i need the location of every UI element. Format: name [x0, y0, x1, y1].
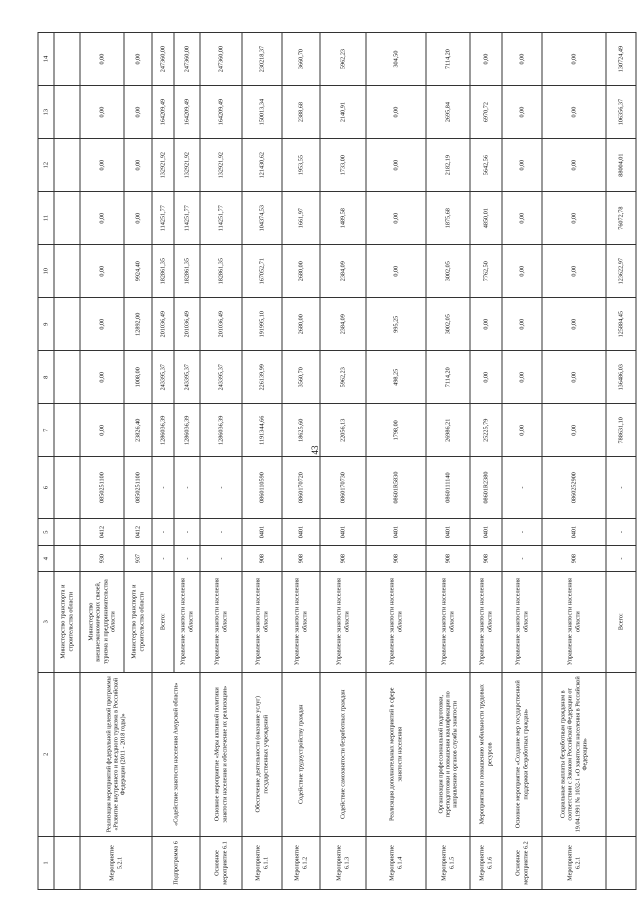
- cell-name: Основное мероприятие «Создание мер государственной поддержки безработных граждан»: [502, 672, 542, 836]
- cell-value: 0,00: [470, 298, 502, 351]
- cell-value: 150013,34: [242, 86, 282, 139]
- cell-value: 3002,05: [426, 245, 470, 298]
- table-row: [282, 33, 320, 890]
- cell-number: Мероприятие 6.1.4: [366, 836, 426, 889]
- column-header: 10: [38, 245, 54, 298]
- cell-name: Содействие трудоустройству граждан: [282, 672, 320, 836]
- cell-value: 104374,53: [242, 192, 282, 245]
- cell-value: [54, 245, 80, 298]
- cell-csr: 0850251100: [124, 457, 152, 519]
- cell-value: 123622,97: [606, 245, 636, 298]
- cell-value: 1733,00: [320, 139, 366, 192]
- cell-name: Реализация дополнительных мероприятий в сфере занятости населения: [366, 672, 426, 836]
- cell-grbs: 908: [366, 546, 426, 571]
- cell-executor: Министерство внешнеэкономических связей, туризма и предпринимательства области: [80, 571, 124, 672]
- cell-value: 0,00: [80, 192, 124, 245]
- cell-value: [54, 86, 80, 139]
- column-header: 4: [38, 546, 54, 571]
- cell-total: 23826,40: [124, 404, 152, 457]
- cell-value: 3560,70: [282, 351, 320, 404]
- cell-value: 247360,00: [152, 33, 174, 86]
- cell-value: 0,00: [502, 86, 542, 139]
- cell-rzpr: -: [606, 518, 636, 546]
- cell-rzpr: 0401: [320, 518, 366, 546]
- cell-value: 243395,37: [174, 351, 200, 404]
- cell-total: 1286036,39: [152, 404, 174, 457]
- cell-rzpr: 0401: [366, 518, 426, 546]
- cell-name: Мероприятия по повышению мобильности трудовых ресурсов: [470, 672, 502, 836]
- cell-executor: Управление занятости населения области: [470, 571, 502, 672]
- cell-value: 3660,70: [282, 33, 320, 86]
- cell-name: Социальные выплаты безработным гражданам в соответствии с Законом Российской Федерации от 19.04.1991 № 1032-1 «О занятости населения в Российской Федерации»: [542, 672, 606, 836]
- cell-executor: Всего:: [606, 571, 636, 672]
- cell-value: 201036,49: [152, 298, 174, 351]
- cell-number: Мероприятие 6.1.3: [320, 836, 366, 889]
- cell-value: 1953,55: [282, 139, 320, 192]
- cell-total: [54, 404, 80, 457]
- cell-value: 7114,20: [426, 351, 470, 404]
- cell-value: 0,00: [80, 351, 124, 404]
- cell-value: 2388,68: [282, 86, 320, 139]
- cell-value: 0,00: [124, 33, 152, 86]
- cell-value: 182861,35: [152, 245, 174, 298]
- cell-csr: 0860170720: [282, 457, 320, 519]
- cell-rzpr: 0401: [426, 518, 470, 546]
- cell-total: 0,00: [80, 404, 124, 457]
- cell-value: 0,00: [542, 351, 606, 404]
- table-row: [426, 33, 470, 890]
- cell-value: 0,00: [502, 245, 542, 298]
- cell-value: 0,00: [80, 33, 124, 86]
- cell-value: 1489,58: [320, 192, 366, 245]
- cell-csr: -: [200, 457, 242, 519]
- cell-value: 164209,49: [152, 86, 174, 139]
- column-header: 2: [38, 672, 54, 836]
- cell-value: 1661,97: [282, 192, 320, 245]
- cell-value: 1875,68: [426, 192, 470, 245]
- cell-csr: 0860111140: [426, 457, 470, 519]
- cell-value: 0,00: [80, 298, 124, 351]
- cell-value: 182861,35: [174, 245, 200, 298]
- cell-value: 3002,05: [426, 298, 470, 351]
- cell-csr: -: [606, 457, 636, 519]
- cell-value: 2695,84: [426, 86, 470, 139]
- cell-total: 0,00: [542, 404, 606, 457]
- cell-value: 125884,45: [606, 298, 636, 351]
- cell-value: 0,00: [124, 86, 152, 139]
- cell-grbs: [54, 546, 80, 571]
- cell-total: 1286036,39: [174, 404, 200, 457]
- cell-executor: Министерство транспорта и строительства области: [124, 571, 152, 672]
- cell-executor: Министерство транспорта и строительства области: [54, 571, 80, 672]
- table-row: [242, 33, 282, 890]
- cell-grbs: -: [152, 546, 174, 571]
- cell-value: 121430,62: [242, 139, 282, 192]
- cell-csr: 08601R5830: [366, 457, 426, 519]
- header-row: [38, 33, 54, 890]
- cell-executor: Управление занятости населения области: [242, 571, 282, 672]
- column-header: 11: [38, 192, 54, 245]
- cell-number: Подпрограмма 6: [152, 836, 200, 889]
- table-row: [502, 33, 542, 890]
- column-header: 6: [38, 457, 54, 519]
- cell-value: 164209,49: [200, 86, 242, 139]
- cell-value: 12892,00: [124, 298, 152, 351]
- cell-value: 226139,99: [242, 351, 282, 404]
- cell-value: 114251,77: [200, 192, 242, 245]
- cell-csr: -: [502, 457, 542, 519]
- cell-grbs: 908: [470, 546, 502, 571]
- cell-value: 0,00: [80, 245, 124, 298]
- column-header: 7: [38, 404, 54, 457]
- cell-name: Содействие самозанятости безработных граждан: [320, 672, 366, 836]
- cell-name: Обеспечение деятельности (оказание услуг) государственных учреждений: [242, 672, 282, 836]
- cell-value: 7114,20: [426, 33, 470, 86]
- cell-value: 0,00: [502, 298, 542, 351]
- cell-executor: Управление занятости населения области: [542, 571, 606, 672]
- cell-value: 0,00: [366, 86, 426, 139]
- cell-grbs: -: [174, 546, 200, 571]
- cell-executor: Управление занятости населения области: [174, 571, 200, 672]
- cell-value: 167052,71: [242, 245, 282, 298]
- cell-number: [54, 836, 80, 889]
- column-header: 5: [38, 518, 54, 546]
- cell-total: 25225,79: [470, 404, 502, 457]
- cell-value: 0,00: [542, 33, 606, 86]
- cell-rzpr: 0401: [282, 518, 320, 546]
- cell-value: 201036,49: [174, 298, 200, 351]
- cell-value: 2384,09: [320, 245, 366, 298]
- cell-value: [54, 298, 80, 351]
- cell-number: Мероприятие 6.1.6: [470, 836, 502, 889]
- cell-executor: Управление занятости населения области: [200, 571, 242, 672]
- cell-grbs: -: [502, 546, 542, 571]
- cell-total: 22056,13: [320, 404, 366, 457]
- cell-value: [54, 192, 80, 245]
- cell-executor: Всего:: [152, 571, 174, 672]
- cell-value: 0,00: [502, 33, 542, 86]
- table-row: [470, 33, 502, 890]
- cell-rzpr: -: [200, 518, 242, 546]
- cell-number: Мероприятие 5.2.1: [80, 836, 152, 889]
- cell-value: 7762,50: [470, 245, 502, 298]
- cell-value: 0,00: [366, 192, 426, 245]
- cell-rzpr: -: [152, 518, 174, 546]
- cell-value: 201036,49: [200, 298, 242, 351]
- cell-value: 304,50: [366, 33, 426, 86]
- budget-table: [38, 32, 637, 890]
- cell-csr: -: [174, 457, 200, 519]
- cell-value: 0,00: [502, 139, 542, 192]
- cell-value: 230218,37: [242, 33, 282, 86]
- cell-csr: [54, 457, 80, 519]
- cell-total: 1798,00: [366, 404, 426, 457]
- cell-value: 191995,10: [242, 298, 282, 351]
- cell-grbs: -: [200, 546, 242, 571]
- cell-value: 2680,00: [282, 245, 320, 298]
- cell-value: 132921,92: [174, 139, 200, 192]
- cell-value: 6970,72: [470, 86, 502, 139]
- cell-value: 5962,23: [320, 33, 366, 86]
- column-header: 1: [38, 836, 54, 889]
- cell-name: [606, 672, 636, 836]
- cell-name: Реализация мероприятий федеральной целевой программы «Развитие внутреннего и въездного туризма в Российской Федерации (2011 - 2018 годы)»: [80, 672, 152, 836]
- cell-value: 5642,56: [470, 139, 502, 192]
- cell-executor: Управление занятости населения области: [320, 571, 366, 672]
- cell-name: Организация профессиональной подготовки, переподготовки и повышения квалификации по направлению органов службы занятости: [426, 672, 470, 836]
- cell-rzpr: -: [174, 518, 200, 546]
- cell-value: 2680,00: [282, 298, 320, 351]
- cell-rzpr: [54, 518, 80, 546]
- table-row: [152, 33, 174, 890]
- cell-executor: Управление занятости населения области: [366, 571, 426, 672]
- cell-rzpr: -: [502, 518, 542, 546]
- cell-value: 0,00: [80, 86, 124, 139]
- cell-value: 0,00: [470, 33, 502, 86]
- cell-value: [54, 351, 80, 404]
- cell-total: 18625,60: [282, 404, 320, 457]
- cell-total: 1286036,39: [200, 404, 242, 457]
- cell-value: [54, 33, 80, 86]
- cell-csr: 0860170730: [320, 457, 366, 519]
- column-header: 13: [38, 86, 54, 139]
- cell-number: Основное мероприятие 6.1: [200, 836, 242, 889]
- cell-value: 247360,00: [174, 33, 200, 86]
- cell-grbs: 908: [426, 546, 470, 571]
- cell-value: 136486,03: [606, 351, 636, 404]
- cell-csr: 0860110590: [242, 457, 282, 519]
- column-header: 8: [38, 351, 54, 404]
- cell-value: 243395,37: [200, 351, 242, 404]
- cell-value: 0,00: [80, 139, 124, 192]
- cell-value: 243395,37: [152, 351, 174, 404]
- table-row: [366, 33, 426, 890]
- cell-value: 182861,35: [200, 245, 242, 298]
- cell-value: 132921,92: [152, 139, 174, 192]
- cell-value: 0,00: [542, 298, 606, 351]
- cell-value: 0,00: [542, 245, 606, 298]
- cell-value: 132921,92: [200, 139, 242, 192]
- cell-csr: 0850251100: [80, 457, 124, 519]
- cell-value: 9924,40: [124, 245, 152, 298]
- table-row: [54, 33, 80, 890]
- cell-executor: Управление занятости населения области: [282, 571, 320, 672]
- cell-value: 2182,19: [426, 139, 470, 192]
- cell-name: «Содействие занятости населения Амурской области»: [152, 672, 200, 836]
- cell-value: 114251,77: [174, 192, 200, 245]
- cell-value: 0,00: [124, 139, 152, 192]
- budget-table-container: [38, 32, 625, 890]
- cell-grbs: 937: [124, 546, 152, 571]
- cell-grbs: 908: [242, 546, 282, 571]
- cell-rzpr: 0401: [242, 518, 282, 546]
- cell-value: 5962,23: [320, 351, 366, 404]
- cell-number: Мероприятие 6.1.1: [242, 836, 282, 889]
- column-header: 3: [38, 571, 54, 672]
- cell-number: Мероприятие 6.1.2: [282, 836, 320, 889]
- cell-number: Мероприятие 6.1.5: [426, 836, 470, 889]
- cell-csr: 0860252900: [542, 457, 606, 519]
- cell-grbs: 930: [80, 546, 124, 571]
- cell-value: 0,00: [366, 139, 426, 192]
- page-number: 43: [310, 445, 320, 455]
- column-header: 14: [38, 33, 54, 86]
- cell-value: 247360,00: [200, 33, 242, 86]
- cell-csr: 08601R2380: [470, 457, 502, 519]
- cell-number: Основное мероприятие 6.2: [502, 836, 542, 889]
- cell-value: 0,00: [366, 245, 426, 298]
- cell-value: 498,25: [366, 351, 426, 404]
- table-row: [320, 33, 366, 890]
- cell-value: 1008,00: [124, 351, 152, 404]
- cell-value: 4850,01: [470, 192, 502, 245]
- cell-csr: -: [152, 457, 174, 519]
- cell-value: 0,00: [542, 192, 606, 245]
- cell-value: 88004,01: [606, 139, 636, 192]
- cell-value: 2140,91: [320, 86, 366, 139]
- cell-value: 0,00: [542, 86, 606, 139]
- cell-value: 106356,37: [606, 86, 636, 139]
- column-header: 9: [38, 298, 54, 351]
- cell-value: 2384,09: [320, 298, 366, 351]
- cell-rzpr: 0401: [542, 518, 606, 546]
- cell-total: 788631,10: [606, 404, 636, 457]
- cell-grbs: 908: [542, 546, 606, 571]
- table-row: [200, 33, 242, 890]
- cell-value: 0,00: [470, 351, 502, 404]
- cell-name: Основное мероприятие «Меры активной политики занятости населения и обеспечение их реализации»: [200, 672, 242, 836]
- cell-total: 26986,21: [426, 404, 470, 457]
- cell-value: 114251,77: [152, 192, 174, 245]
- table-row: [606, 33, 636, 890]
- cell-value: 0,00: [502, 192, 542, 245]
- cell-total: 0,00: [502, 404, 542, 457]
- cell-total: 1191344,66: [242, 404, 282, 457]
- table-row: [80, 33, 124, 890]
- cell-executor: Управление занятости населения области: [502, 571, 542, 672]
- cell-rzpr: 0401: [470, 518, 502, 546]
- cell-value: 164209,49: [174, 86, 200, 139]
- cell-number: [606, 836, 636, 889]
- cell-grbs: -: [606, 546, 636, 571]
- cell-grbs: 908: [320, 546, 366, 571]
- cell-number: Мероприятие 6.2.1: [542, 836, 606, 889]
- cell-rzpr: 0412: [80, 518, 124, 546]
- cell-grbs: 908: [282, 546, 320, 571]
- cell-value: 76072,78: [606, 192, 636, 245]
- cell-executor: Управление занятости населения области: [426, 571, 470, 672]
- cell-value: 0,00: [542, 139, 606, 192]
- cell-name: [54, 672, 80, 836]
- cell-value: [54, 139, 80, 192]
- cell-value: 995,25: [366, 298, 426, 351]
- table-row: [542, 33, 606, 890]
- cell-value: 0,00: [502, 351, 542, 404]
- cell-value: 130724,49: [606, 33, 636, 86]
- cell-value: 0,00: [124, 192, 152, 245]
- cell-rzpr: 0412: [124, 518, 152, 546]
- column-header: 12: [38, 139, 54, 192]
